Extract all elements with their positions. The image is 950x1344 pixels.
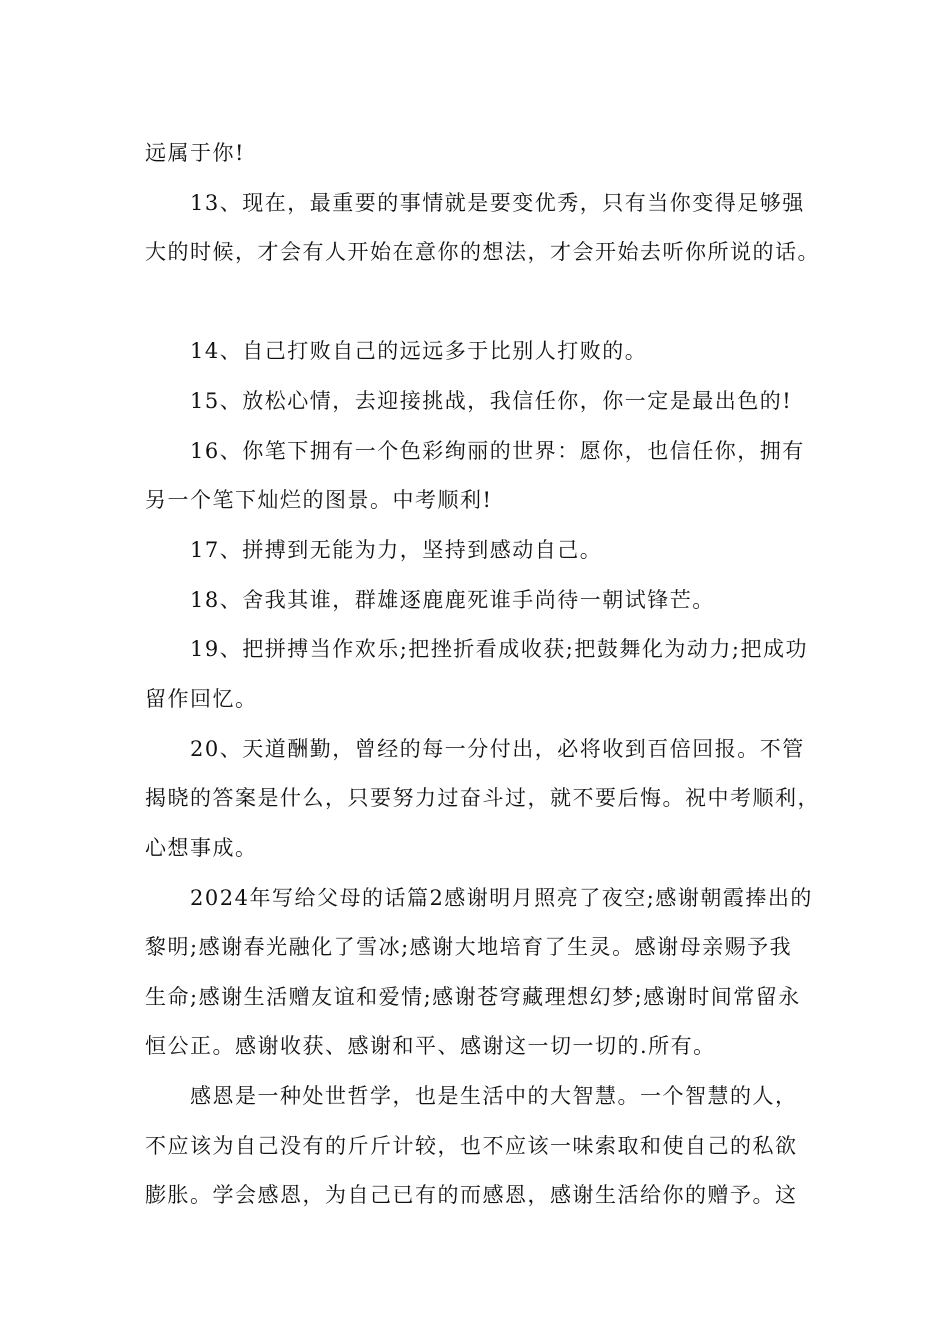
text-line: 心想事成。 bbox=[145, 836, 258, 860]
text-line: 13、现在，最重要的事情就是要变优秀，只有当你变得足够强 bbox=[190, 191, 805, 215]
text-line: 膨胀。学会感恩，为自己已有的而感恩，感谢生活给你的赠予。这 bbox=[145, 1183, 798, 1207]
text-line: 19、把拼搏当作欢乐;把挫折看成收获;把鼓舞化为动力;把成功 bbox=[190, 637, 808, 661]
text-line: 大的时候，才会有人开始在意你的想法，才会开始去听你所说的话。 bbox=[145, 240, 820, 264]
text-line: 生命;感谢生活赠友谊和爱情;感谢苍穹藏理想幻梦;感谢时间常留永 bbox=[145, 985, 801, 1009]
text-line: 揭晓的答案是什么，只要努力过奋斗过，就不要后悔。祝中考顺利， bbox=[145, 786, 820, 810]
text-line: 不应该为自己没有的斤斤计较，也不应该一味索取和使自己的私欲 bbox=[145, 1134, 798, 1158]
text-line: 另一个笔下灿烂的图景。中考顺利! bbox=[145, 488, 493, 512]
text-line: 恒公正。感谢收获、感谢和平、感谢这一切一切的.所有。 bbox=[145, 1034, 716, 1058]
text-line: 14、自己打败自己的远远多于比别人打败的。 bbox=[190, 339, 648, 363]
text-line: 15、放松心情，去迎接挑战，我信任你，你一定是最出色的! bbox=[190, 389, 793, 413]
text-line: 16、你笔下拥有一个色彩绚丽的世界：愿你，也信任你，拥有 bbox=[190, 439, 805, 463]
text-line: 18、舍我其谁，群雄逐鹿鹿死谁手尚待一朝试锋芒。 bbox=[190, 588, 715, 612]
text-line: 20、天道酬勤，曾经的每一分付出，必将收到百倍回报。不管 bbox=[190, 737, 805, 761]
text-line: 黎明;感谢春光融化了雪冰;感谢大地培育了生灵。感谢母亲赐予我 bbox=[145, 935, 793, 959]
text-line: 留作回忆。 bbox=[145, 687, 258, 711]
text-line: 感恩是一种处世哲学，也是生活中的大智慧。一个智慧的人， bbox=[190, 1084, 798, 1108]
text-line: 17、拼搏到无能为力，坚持到感动自己。 bbox=[190, 538, 603, 562]
text-line: 远属于你! bbox=[145, 141, 245, 165]
text-line: 2024年写给父母的话篇2感谢明月照亮了夜空;感谢朝霞捧出的 bbox=[190, 886, 813, 910]
